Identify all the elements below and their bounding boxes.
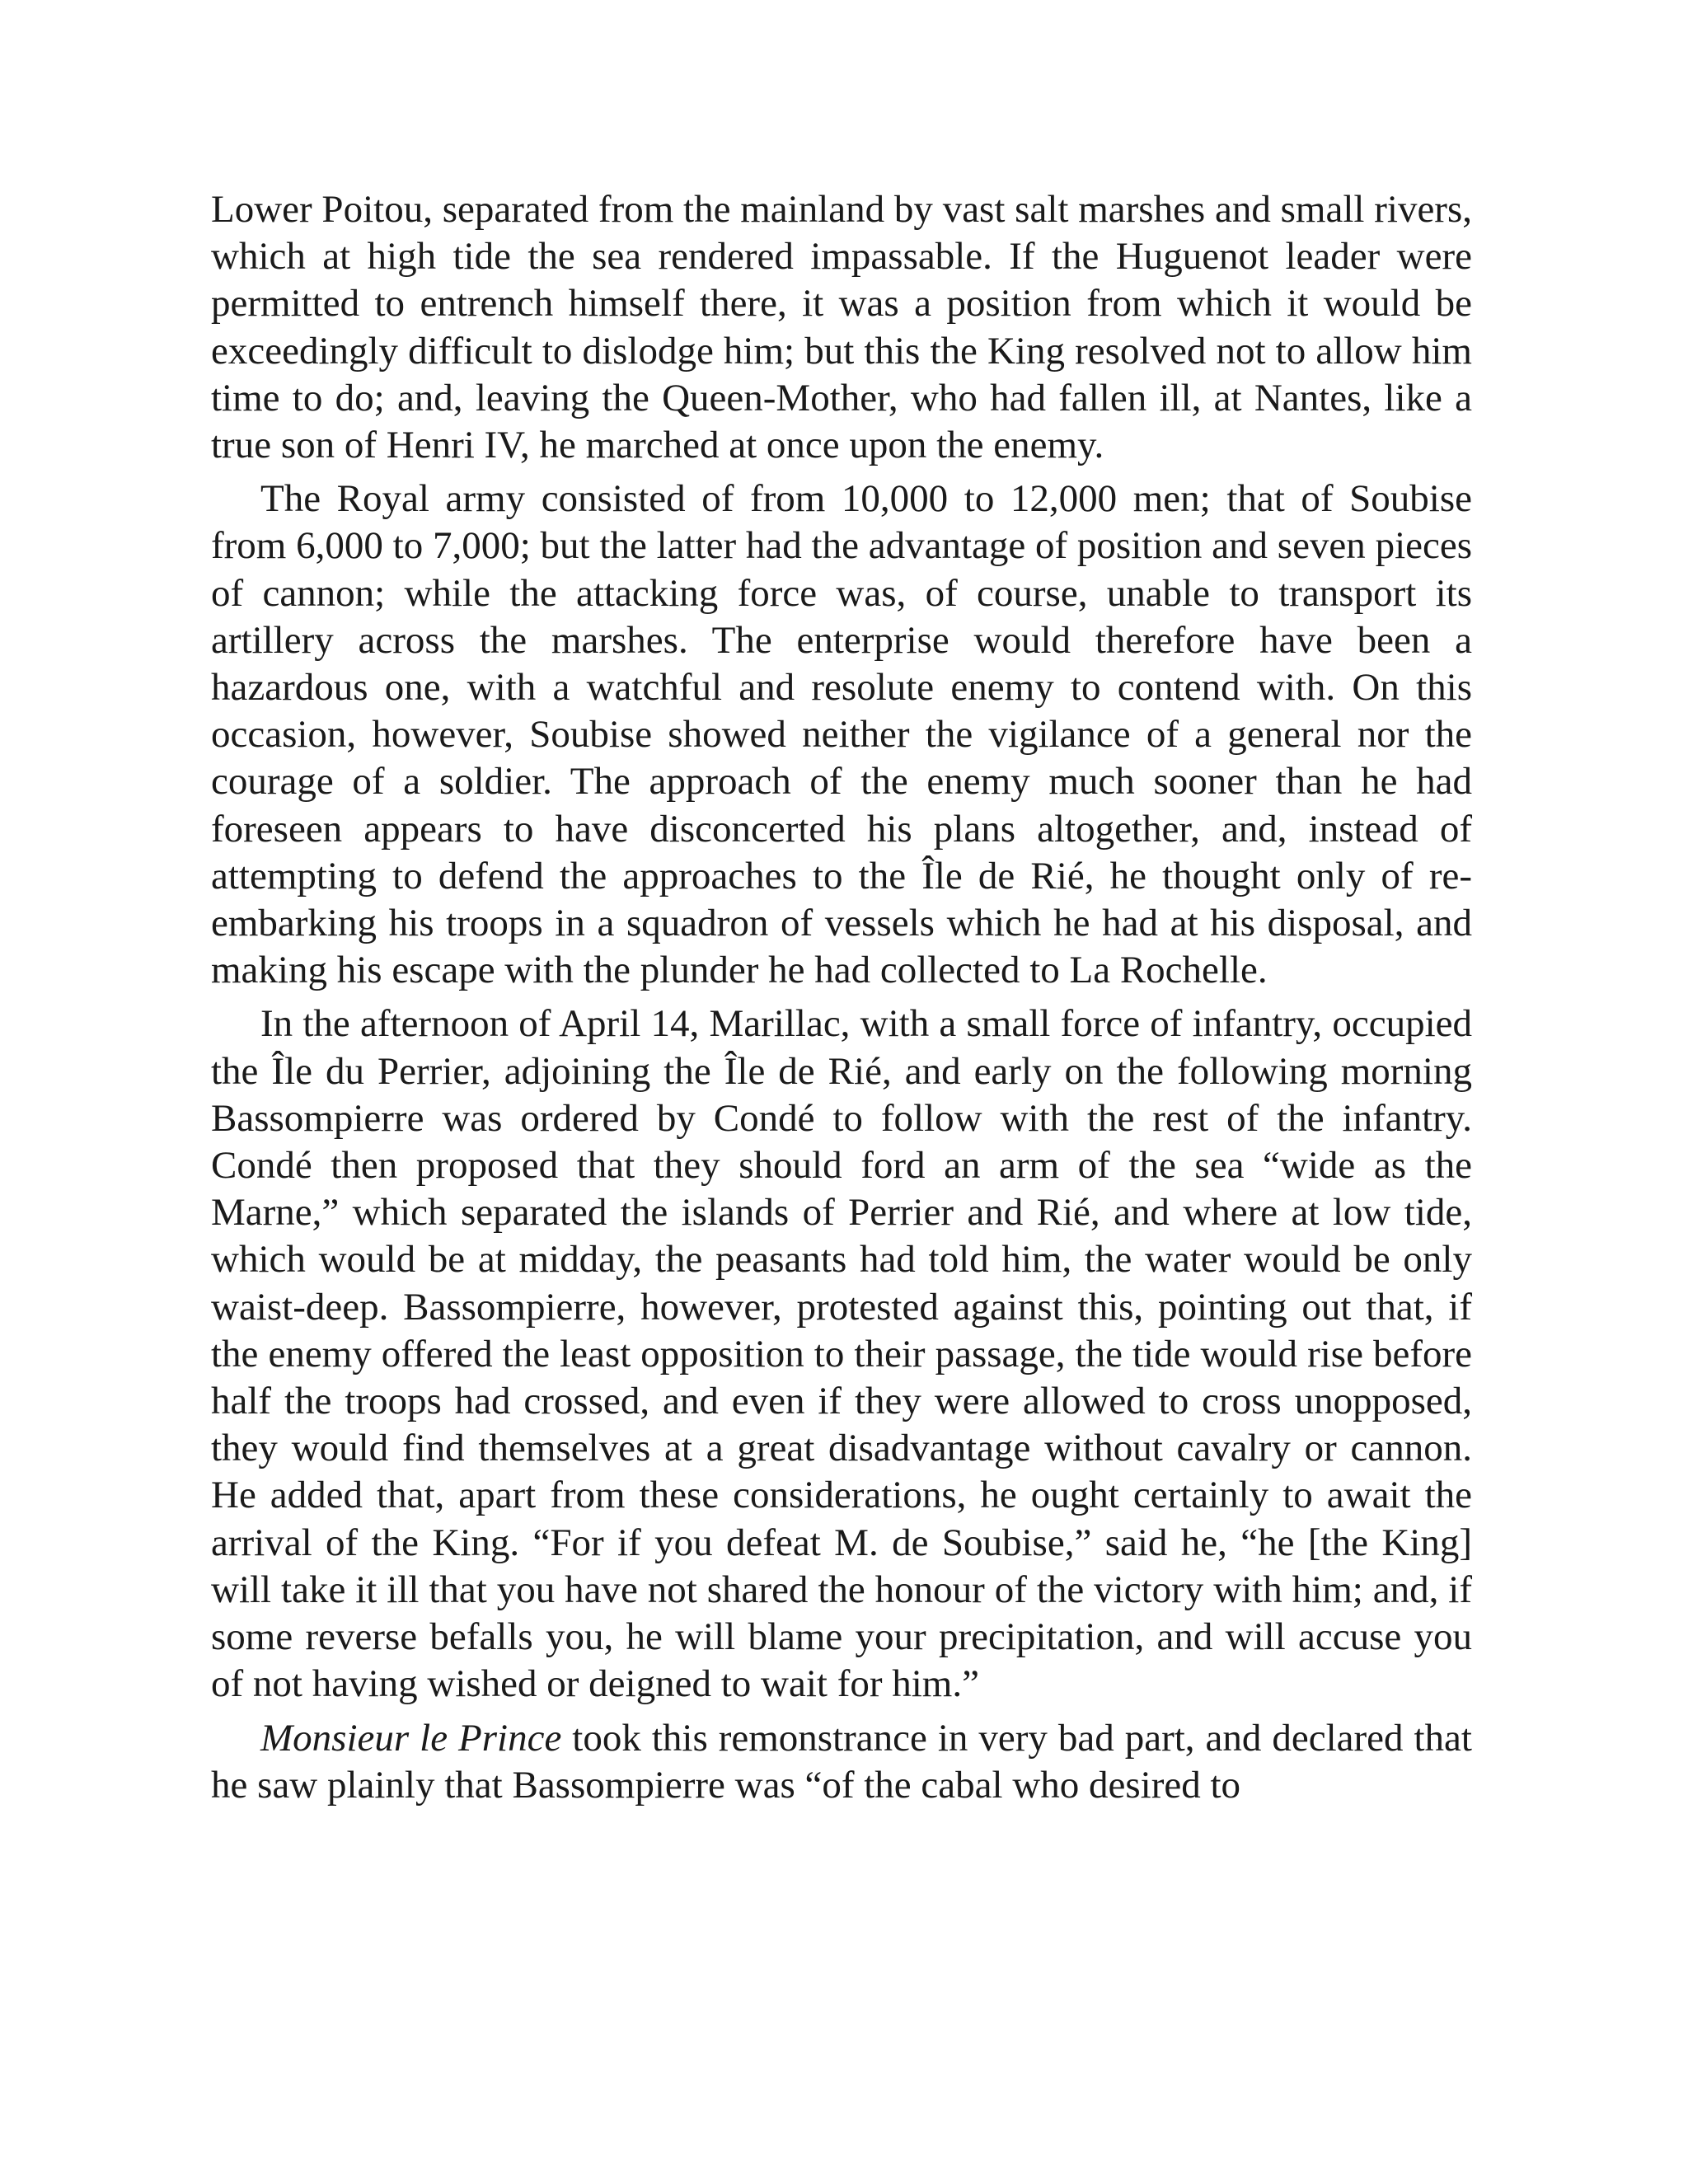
paragraph-text: took this remonstrance in very bad part, and declared that he saw plainly that Bassompierre was “of the cabal who desired to [211, 1716, 1472, 1807]
paragraph-royal-army: The Royal army consisted of from 10,000 to 12,000 men; that of Soubise from 6,000 to 7,000; but the latter had the advantage of position and seven pieces of cannon; while the attacking force was, of course, unable to transport its artillery across the marshes. The enterprise would therefore have been a hazardous one, with a watchful and resolute enemy to contend with. On this occasion, however, Soubise showed neither the vigilance of a general nor the courage of a soldier. The approach of the enemy much sooner than he had foreseen appears to have disconcerted his plans altogether, and, instead of attempting to defend the approaches to the Île de Rié, he thought only of re-embarking his troops in a squadron of vessels which he had at his disposal, and making his escape with the plunder he had collected to La Rochelle. [211, 477, 1472, 992]
paragraph-poitou: Lower Poitou, separated from the mainland by vast salt marshes and small rivers, which at high tide the sea rendered impassable. If the Huguenot leader were permitted to entrench himself there, it was a position from which it would be exceedingly difficult to dislodge him; but this the King resolved not to allow him time to do; and, leaving the Queen-Mother, who had fallen ill, at Nantes, like a true son of Henri IV, he marched at once upon the enemy. [211, 188, 1472, 467]
italic-lead: Monsieur le Prince [260, 1716, 562, 1760]
paragraph-april-14: In the afternoon of April 14, Marillac, with a small force of infantry, occupied the Île du Perrier, adjoining the Île de Rié, and early on the following morning Bassompierre was ordered by Condé to follow with the rest of the infantry. Condé then proposed that they should ford an arm of the sea “wide as the Marne,” which separated the islands of Perrier and Rié, and where at low tide, which would be at midday, the peasants had told him, the water would be only waist-deep. Bassompierre, however, protested against this, pointing out that, if the enemy offered the least opposition to their passage, the tide would rise before half the troops had crossed, and even if they were allowed to cross unopposed, they would find themselves at a great disadvantage without cavalry or cannon. He added that, apart from these considerations, he ought certainly to await the arrival of the King. “For if you defeat M. de Soubise,” said he, “he [the King] will take it ill that you have not shared the honour of the victory with him; and, if some reverse befalls you, he will blame your precipitation, and will accuse you of not having wished or deigned to wait for him.” [211, 1002, 1472, 1706]
paragraph-monsieur-le-prince [211, 1715, 1472, 1809]
page-body [211, 186, 1472, 1809]
